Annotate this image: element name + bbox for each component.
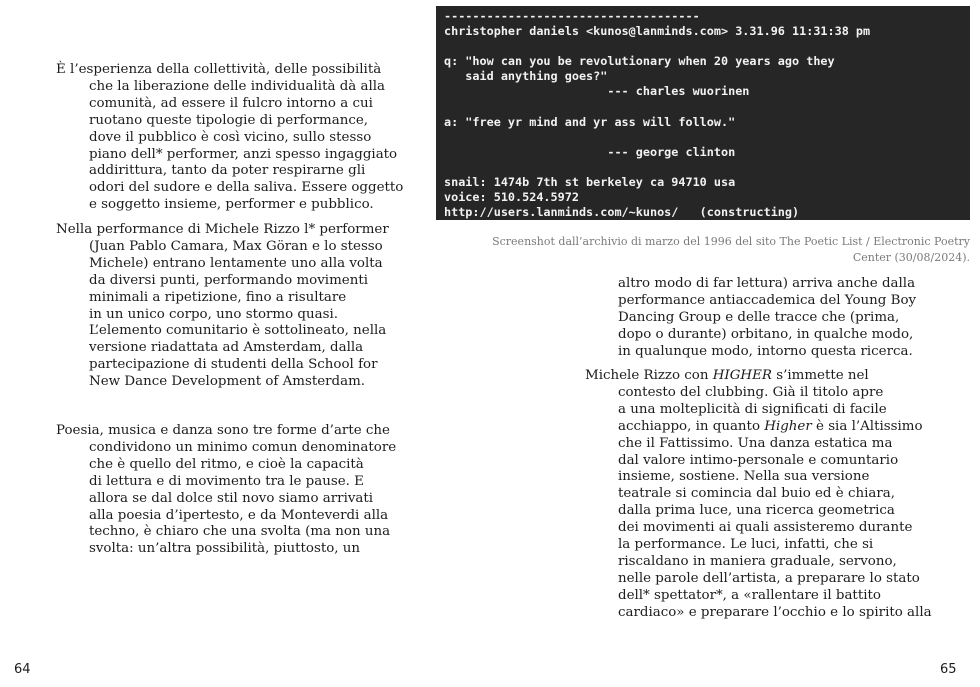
text-run: acchiappo, in quanto	[618, 418, 765, 434]
text-line: (Juan Pablo Camara, Max Göran e lo stesso	[89, 238, 383, 254]
text-line: comunità, ad essere il fulcro intorno a cui	[89, 95, 373, 111]
text-line: Dancing Group e delle tracce che (prima,	[618, 309, 900, 325]
text-line: nelle parole dell’artista, a preparare lo stato	[618, 570, 920, 586]
text-run: Michele Rizzo con	[585, 368, 713, 383]
text-line: minimali a ripetizione, fino a risultare	[89, 289, 347, 305]
text-line: in un unico corpo, uno stormo quasi.	[89, 306, 339, 322]
text-line: versione riadattata ad Amsterdam, dalla	[89, 340, 364, 356]
text-line: contesto del clubbing. Già il titolo apre	[618, 384, 884, 400]
text-line: altro modo di far lettura) arriva anche dalla	[618, 276, 916, 291]
text-line: svolta: un’altra possibilità, piuttosto, un	[89, 541, 361, 557]
text-line	[585, 419, 932, 436]
text-line: alla poesia d’ipertesto, e da Monteverdi alla	[89, 507, 389, 523]
text-line: addirittura, tanto da poter respirarne gli	[89, 163, 366, 179]
text-line: dell* spettator*, a «rallentare il battito	[618, 587, 881, 603]
text-line: piano dell* performer, anzi spesso ingaggiato	[89, 146, 398, 162]
text-line: cardiaco» e preparare l’occhio e lo spirito alla	[618, 604, 932, 620]
right-page	[490, 0, 980, 687]
terminal-line: snail: 1474b 7th st berkeley ca 94710 usa	[444, 175, 736, 190]
text-line: che la liberazione delle individualità dà alla	[89, 78, 386, 94]
caption-line: Center (30/08/2024).	[852, 250, 970, 264]
text-line: partecipazione di studenti della School for	[89, 357, 378, 373]
text-line: Poesia, musica e danza sono tre forme d’arte che	[56, 423, 390, 438]
text-line: che il Fattissimo. Una danza estatica ma	[618, 435, 893, 451]
text-line: performance antiaccademica del Young Boy	[618, 292, 917, 308]
text-line: teatrale si comincia dal buio ed è chiara,	[618, 486, 895, 502]
terminal-line: a: "free yr mind and yr ass will follow."	[444, 114, 736, 129]
paragraph-collettivita	[56, 62, 403, 214]
text-line: odori del sudore e della saliva. Essere oggetto	[89, 180, 404, 196]
terminal-line: ------------------------------------	[444, 9, 700, 23]
text-line: e soggetto insieme, performer e pubblico.	[89, 197, 374, 213]
work-title: HIGHER	[712, 368, 772, 383]
paragraph-continued	[618, 276, 916, 361]
text-line	[585, 368, 932, 385]
caption-line: Screenshot dall’archivio di marzo del 1996 del sito The Poetic List / Electronic Poetry	[492, 235, 970, 248]
text-line: allora se dal dolce stil novo siamo arrivati	[89, 490, 374, 506]
text-line: L’elemento comunitario è sottolineato, nella	[89, 323, 387, 339]
text-line: in qualunque modo, intorno questa ricerca.	[618, 343, 913, 359]
text-line: insieme, sostiene. Nella sua versione	[618, 469, 870, 485]
terminal-line: http://users.lanminds.com/~kunos/ (constructing)	[444, 205, 800, 220]
terminal-line: said anything goes?"	[444, 69, 608, 84]
page-number-right: 65	[940, 662, 957, 677]
text-line: ruotano queste tipologie di performance,	[89, 112, 369, 128]
text-line: Nella performance di Michele Rizzo l* performer	[56, 222, 389, 237]
terminal-line: q: "how can you be revolutionary when 20 years ago they	[444, 54, 835, 69]
text-run: è sia l’Altissimo	[811, 418, 923, 434]
text-line: dal valore intimo-personale e comuntario	[618, 452, 899, 468]
text-line: Michele) entrano lentamente uno alla volta	[89, 255, 383, 271]
text-line: la performance. Le luci, infatti, che si	[618, 537, 874, 553]
page-number-left: 64	[14, 662, 31, 677]
text-line: techno, è chiaro che una svolta (ma non una	[89, 524, 391, 540]
terminal-line: voice: 510.524.5972	[444, 190, 579, 205]
terminal-line: --- george clinton	[444, 144, 736, 159]
text-line: riscaldano in maniera graduale, servono,	[618, 553, 897, 569]
text-line: dopo o durante) orbitano, in qualche modo,	[618, 326, 914, 342]
paragraph-rizzo-performance	[56, 222, 389, 391]
text-run: s’immette nel	[771, 368, 869, 383]
paragraph-higher	[585, 368, 932, 622]
text-line: condividono un minimo comun denominatore	[89, 439, 397, 455]
text-line: New Dance Development of Amsterdam.	[89, 374, 366, 390]
emphasized-word: Higher	[764, 418, 812, 434]
text-line: dalla prima luce, una ricerca geometrica	[618, 503, 895, 519]
text-line: dove il pubblico è così vicino, sullo stesso	[89, 129, 372, 145]
text-line: di lettura e di movimento tra le pause. E	[89, 473, 364, 489]
text-line: È l’esperienza della collettività, delle possibilità	[56, 62, 382, 77]
terminal-line: --- charles wuorinen	[444, 84, 750, 99]
paragraph-poesia-musica-danza	[56, 423, 396, 558]
text-line: dei movimenti ai quali assisteremo durante	[618, 520, 913, 536]
text-line: che è quello del ritmo, e cioè la capacità	[89, 456, 364, 472]
terminal-line: christopher daniels <kunos@lanminds.com> 3.31.96 11:31:38 pm	[444, 24, 871, 39]
text-line: a una molteplicità di significati di facile	[618, 401, 887, 417]
text-line: da diversi punti, performando movimenti	[89, 272, 368, 288]
